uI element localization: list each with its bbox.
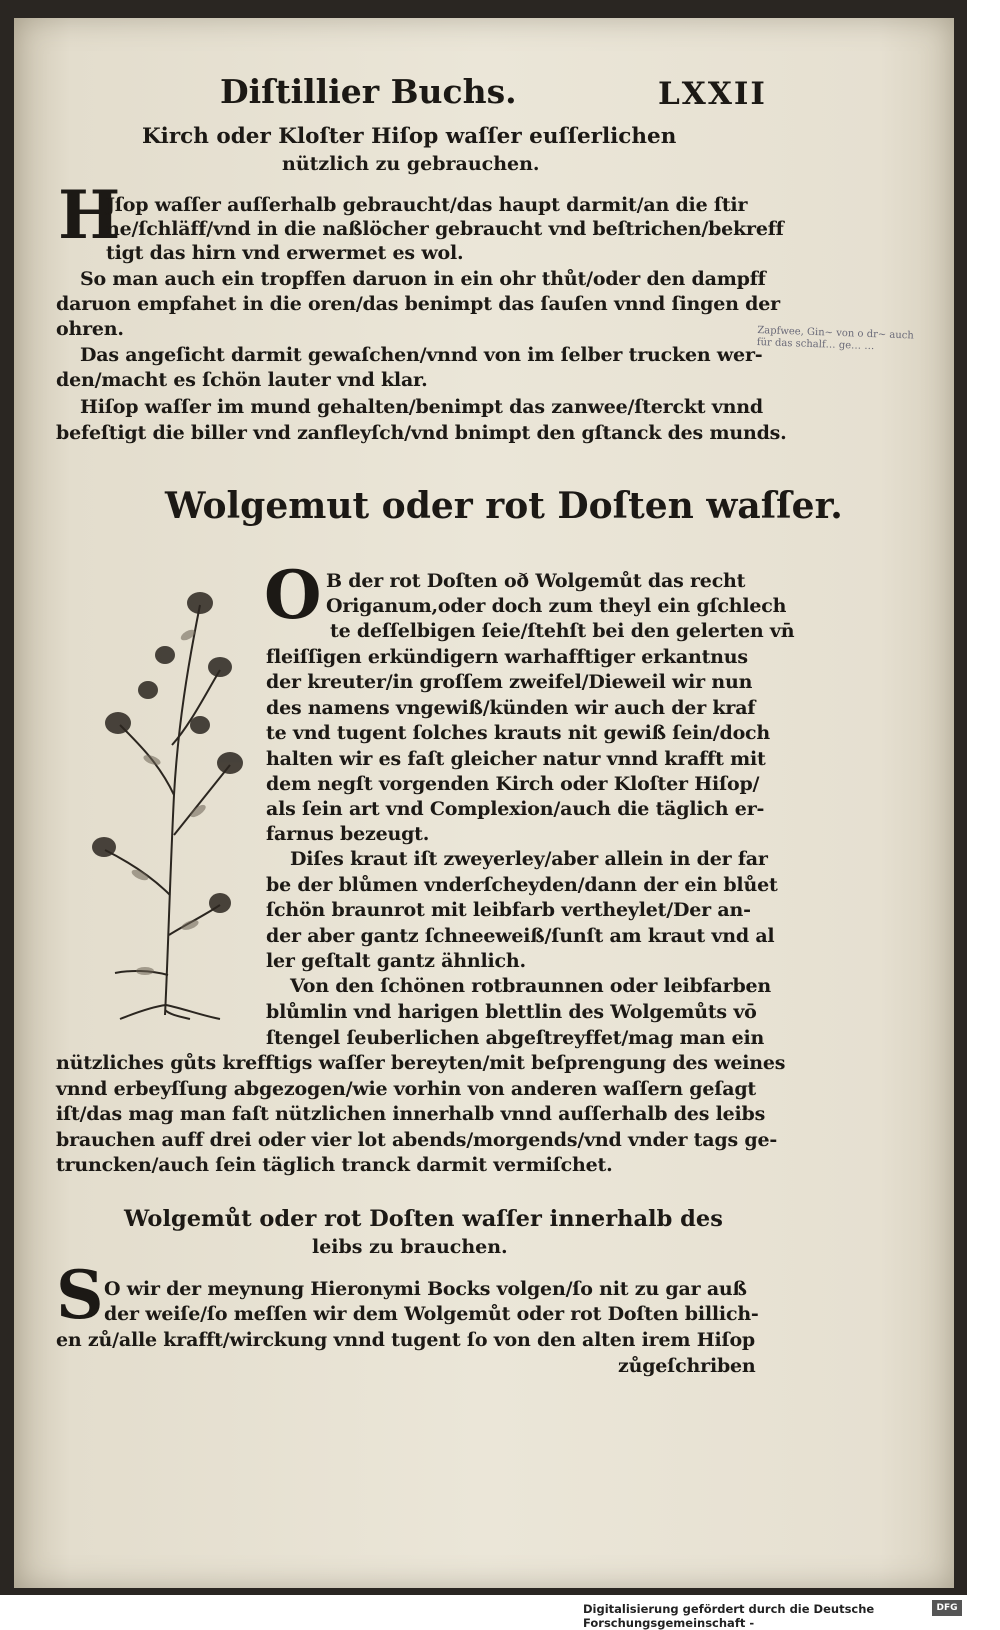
section2-line: der aber gantz ſchneeweiß/ſunſt am kraut vnd al bbox=[266, 925, 775, 947]
section2-line: brauchen auff drei oder vier lot abends/morgends/vnd vnder tags ge- bbox=[56, 1129, 778, 1151]
section2-heading: Wolgemut oder rot Doſten waſſer. bbox=[165, 485, 843, 527]
section2-line: te vnd tugent ſolches krauts nit gewiß ſein/doch bbox=[266, 722, 771, 744]
section2-line: farnus bezeugt. bbox=[266, 823, 430, 845]
section2-line: fleiſſigen erkündigern warhafftiger erkantnus bbox=[266, 646, 748, 668]
section3-heading-line2: leibs zu brauchen. bbox=[312, 1236, 508, 1258]
section3-line: der weiſe/ſo meſſen wir dem Wolgemůt oder rot Doſten billich- bbox=[104, 1303, 759, 1325]
section1-heading-line1: Kirch oder Kloſter Hiſop waſſer euſſerlichen bbox=[142, 124, 677, 149]
folio-number: LXXII bbox=[658, 76, 767, 112]
section2-line: be der blůmen vnderſcheyden/dann der ein blůet bbox=[266, 874, 778, 896]
dfg-logo: DFG bbox=[932, 1600, 962, 1616]
plant-woodcut-illustration bbox=[70, 575, 270, 1020]
section1-line: Das angeſicht darmit gewaſchen/vnnd von im ſelber trucken wer- bbox=[80, 344, 763, 366]
section1-line: ne/ſchläff/vnd in die naßlöcher gebraucht vnd beſtrichen/bekreff bbox=[106, 218, 784, 240]
section1-initial: H bbox=[58, 176, 121, 254]
section3-line: en zů/alle krafft/wirckung vnnd tugent ſo von den alten irem Hiſop bbox=[56, 1329, 756, 1351]
section2-line: blůmlin vnd harigen blettlin des Wolgemůts vō bbox=[266, 1001, 757, 1023]
section2-line: des namens vngewiß/künden wir auch der kraf bbox=[266, 697, 756, 719]
section2-line: vnnd erbeyſſung abgezogen/wie vorhin von anderen waſſern geſagt bbox=[56, 1078, 757, 1100]
section1-line: ohren. bbox=[56, 318, 124, 340]
section1-line: Hiſop waſſer im mund gehalten/benimpt das zanwee/ſterckt vnnd bbox=[80, 396, 763, 418]
section1-line: daruon empfahet in die oren/das benimpt das ſauſen vnnd ſingen der bbox=[56, 293, 780, 315]
section2-line: B der rot Doſten oð Wolgemůt das recht bbox=[326, 570, 746, 592]
section2-initial: O bbox=[264, 556, 322, 634]
section2-line: nützliches gůts krefftigs waſſer bereyten/mit beſprengung des weines bbox=[56, 1052, 786, 1074]
section1-heading-line2: nützlich zu gebrauchen. bbox=[282, 153, 540, 175]
section2-line: Von den ſchönen rotbraunnen oder leibfarben bbox=[290, 975, 772, 997]
section2-line: ler geſtalt gantz ähnlich. bbox=[266, 950, 526, 972]
section2-line: te deſſelbigen ſeie/ſtehſt bei den gelerten vn̄ bbox=[330, 620, 795, 642]
section3-line: O wir der meynung Hieronymi Bocks volgen/ſo nit zu gar auß bbox=[104, 1278, 747, 1300]
section2-line: halten wir es faſt gleicher natur vnnd krafft mit bbox=[266, 748, 766, 770]
section1-line: So man auch ein tropffen daruon in ein ohr thůt/oder den dampff bbox=[80, 268, 766, 290]
section3-heading-line1: Wolgemůt oder rot Doſten waſſer innerhalb des bbox=[124, 1206, 723, 1232]
digitization-credit: Digitalisierung gefördert durch die Deutsche Forschungsgemeinschaft - bbox=[583, 1602, 875, 1630]
section2-line: iſt/das mag man faſt nützlichen innerhalb vnnd auſſerhalb des leibs bbox=[56, 1103, 766, 1125]
section3-catchword: zůgeſchriben bbox=[618, 1355, 756, 1377]
section3-initial: S bbox=[56, 1256, 104, 1334]
handwritten-margin-note: Zapfwee, Gin~ von o dr~ auch für das schalf… ge… … bbox=[756, 325, 915, 353]
section2-line: der kreuter/in groſſem zweifel/Dieweil wir nun bbox=[266, 671, 753, 693]
section1-line: befeſtigt die biller vnd zanfleyſch/vnd bnimpt den gſtanck des munds. bbox=[56, 422, 787, 444]
section2-line: ſtengel ſeuberlichen abgeſtreyffet/mag man ein bbox=[266, 1027, 765, 1049]
running-head: Diſtillier Buchs. bbox=[220, 72, 517, 111]
section2-line: als ſein art vnd Complexion/auch die täglich er- bbox=[266, 798, 765, 820]
section2-line: truncken/auch ſein täglich tranck darmit vermiſchet. bbox=[56, 1154, 613, 1176]
section2-line: ſchön braunrot mit leibfarb vertheylet/Der an- bbox=[266, 899, 751, 921]
section1-line: Jſop waſſer auſſerhalb gebraucht/das haupt darmit/an die ſtir bbox=[106, 194, 748, 216]
section2-line: Diſes kraut iſt zweyerley/aber allein in der far bbox=[290, 848, 768, 870]
section1-line: den/macht es ſchön lauter vnd klar. bbox=[56, 369, 428, 391]
section2-line: dem negſt vorgenden Kirch oder Kloſter Hiſop/ bbox=[266, 773, 760, 795]
section2-line: Origanum,oder doch zum theyl ein gſchlech bbox=[326, 595, 787, 617]
section1-line: tigt das hirn vnd erwermet es wol. bbox=[106, 242, 464, 264]
